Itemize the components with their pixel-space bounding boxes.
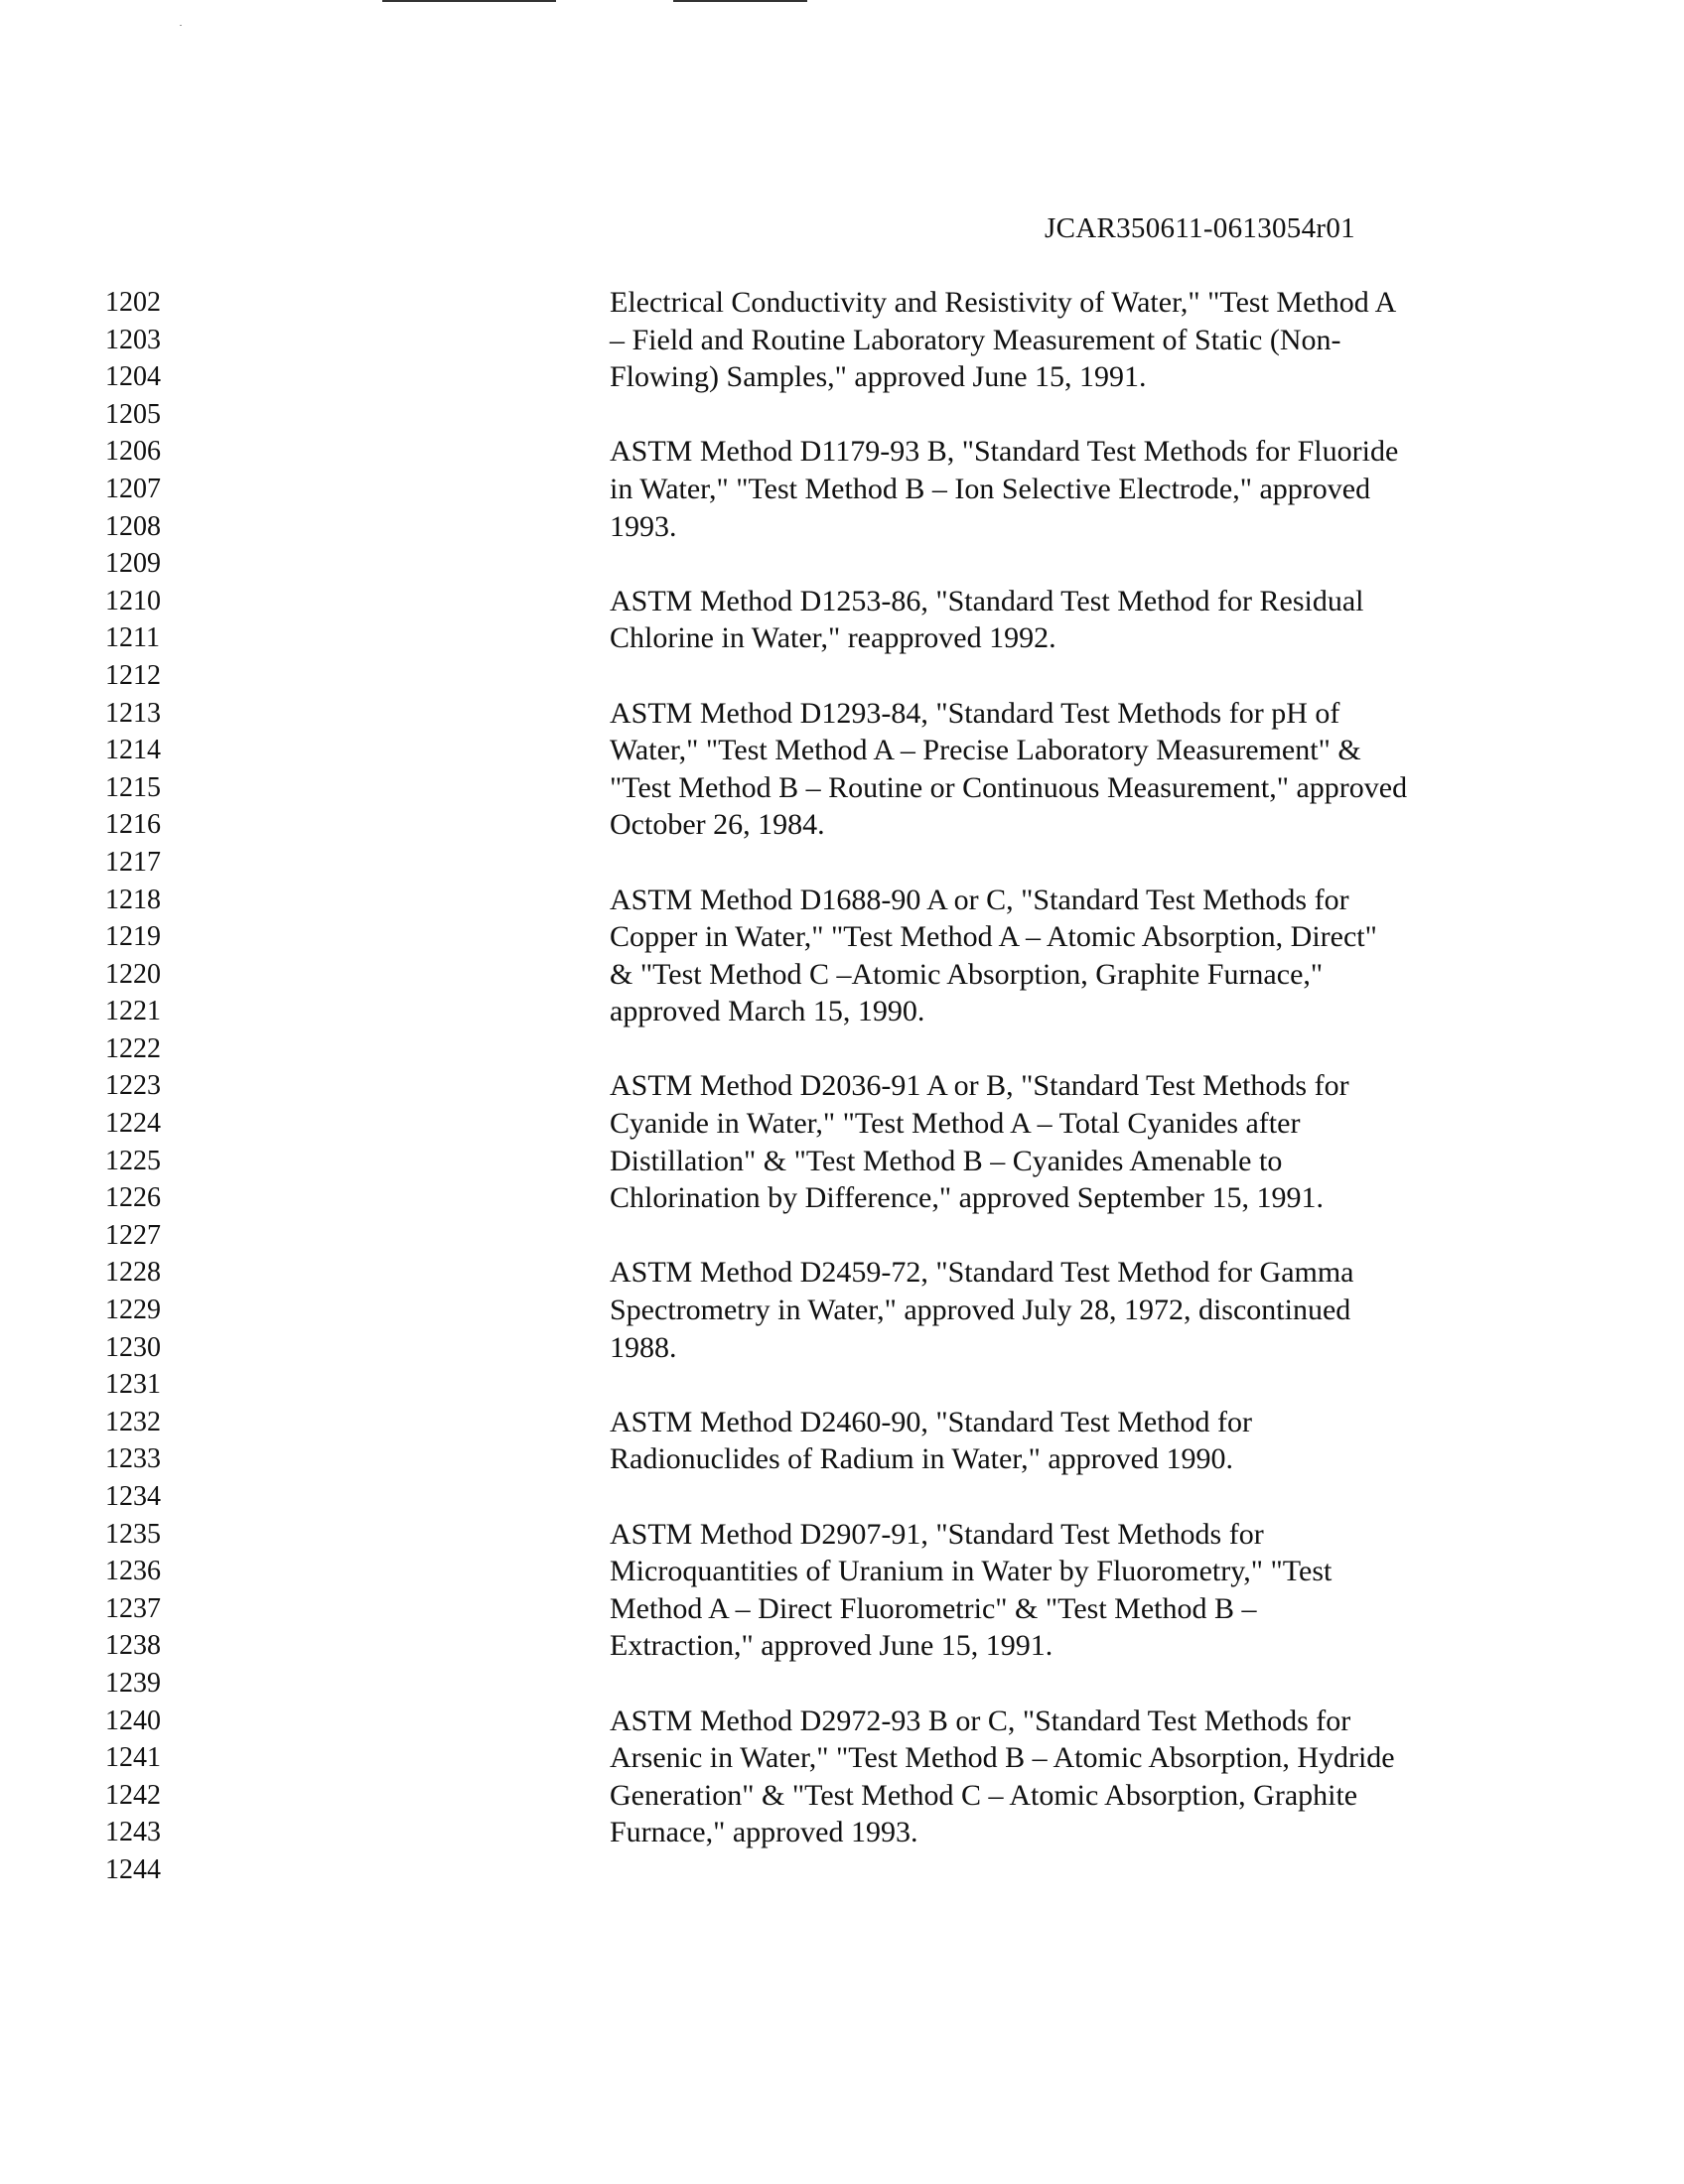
line-number: 1240: [105, 1705, 161, 1736]
line-number: 1223: [105, 1070, 161, 1102]
body-line: ASTM Method D2459-72, "Standard Test Method for Gamma: [610, 1256, 1354, 1290]
line-number: 1232: [105, 1406, 161, 1437]
blank-line: [610, 1665, 1503, 1703]
document-body: [610, 284, 1503, 1889]
body-line: Extraction," approved June 15, 1991.: [610, 1629, 1053, 1663]
line-number: 1204: [105, 361, 161, 393]
top-mark-right: [673, 0, 807, 2]
body-line: "Test Method B – Routine or Continuous Measurement," approved: [610, 770, 1408, 804]
line-number: 1202: [105, 287, 161, 318]
line-number-column: [105, 284, 195, 1889]
line-number: 1225: [105, 1145, 161, 1176]
body-line: ASTM Method D1253-86, "Standard Test Method for Residual: [610, 584, 1364, 617]
body-line: Electrical Conductivity and Resistivity of Water," "Test Method A: [610, 286, 1397, 319]
line-number: 1235: [105, 1518, 161, 1550]
blank-line: [610, 1030, 1503, 1068]
body-line: – Field and Routine Laboratory Measurement of Static (Non-: [610, 323, 1341, 356]
body-line: & "Test Method C –Atomic Absorption, Graphite Furnace,": [610, 957, 1324, 991]
blank-line: [610, 1851, 1503, 1889]
line-number: 1234: [105, 1481, 161, 1512]
line-number: 1233: [105, 1443, 161, 1475]
line-number: 1215: [105, 771, 161, 803]
line-number: 1217: [105, 846, 161, 878]
line-number: 1227: [105, 1219, 161, 1251]
body-line: ASTM Method D2972-93 B or C, "Standard Test Methods for: [610, 1704, 1351, 1737]
body-line: ASTM Method D1293-84, "Standard Test Methods for pH of: [610, 696, 1340, 730]
body-line: Copper in Water," "Test Method A – Atomic Absorption, Direct": [610, 920, 1377, 954]
body-line: Radionuclides of Radium in Water," approved 1990.: [610, 1442, 1233, 1476]
blank-line: [610, 396, 1503, 434]
line-number: 1242: [105, 1779, 161, 1811]
body-line: in Water," "Test Method B – Ion Selective Electrode," approved: [610, 472, 1371, 505]
blank-line: [610, 545, 1503, 583]
line-number: 1207: [105, 473, 161, 504]
line-number: 1209: [105, 548, 161, 580]
blank-line: [610, 657, 1503, 695]
line-number: 1231: [105, 1369, 161, 1401]
blank-line: [610, 1217, 1503, 1255]
line-number: 1222: [105, 1032, 161, 1064]
body-line: Water," "Test Method A – Precise Laboratory Measurement" &: [610, 734, 1361, 767]
line-number: 1228: [105, 1257, 161, 1289]
line-number: 1226: [105, 1182, 161, 1214]
body-line: Generation" & "Test Method C – Atomic Absorption, Graphite: [610, 1778, 1358, 1812]
top-edge-marks: [382, 0, 819, 3]
body-line: Microquantities of Uranium in Water by Fluorometry," "Test: [610, 1555, 1333, 1588]
body-line: ASTM Method D1688-90 A or C, "Standard Test Methods for: [610, 883, 1349, 916]
body-line: Chlorination by Difference," approved September 15, 1991.: [610, 1181, 1325, 1215]
line-number: 1210: [105, 585, 161, 616]
line-number: 1218: [105, 884, 161, 915]
line-number: 1230: [105, 1331, 161, 1363]
line-number: 1213: [105, 697, 161, 729]
line-number: 1238: [105, 1630, 161, 1662]
body-line: Arsenic in Water," "Test Method B – Atomic Absorption, Hydride: [610, 1741, 1395, 1775]
body-line: October 26, 1984.: [610, 808, 825, 842]
blank-line: [610, 1366, 1503, 1404]
line-number: 1219: [105, 921, 161, 953]
line-number: 1206: [105, 436, 161, 468]
body-line: 1988.: [610, 1330, 677, 1364]
line-number: 1224: [105, 1108, 161, 1140]
body-line: 1993.: [610, 509, 677, 543]
line-number: 1244: [105, 1853, 161, 1885]
body-line: approved March 15, 1990.: [610, 995, 925, 1028]
line-number: 1208: [105, 510, 161, 542]
line-number: 1229: [105, 1295, 161, 1326]
line-number: 1220: [105, 958, 161, 990]
body-line: Spectrometry in Water," approved July 28, 1972, discontinued: [610, 1294, 1351, 1327]
body-line: ASTM Method D1179-93 B, "Standard Test Methods for Fluoride: [610, 435, 1399, 469]
body-line: Method A – Direct Fluorometric" & "Test Method B –: [610, 1591, 1257, 1625]
line-number: 1221: [105, 996, 161, 1027]
line-number: 1241: [105, 1742, 161, 1774]
top-mark-left: [382, 0, 556, 2]
line-number: 1211: [105, 622, 160, 654]
line-number: 1237: [105, 1592, 161, 1624]
blank-line: [610, 1478, 1503, 1516]
line-number: 1212: [105, 659, 161, 691]
blank-line: [610, 844, 1503, 882]
body-line: Chlorine in Water," reapproved 1992.: [610, 621, 1056, 655]
body-line: ASTM Method D2036-91 A or B, "Standard Test Methods for: [610, 1069, 1349, 1103]
line-number: 1216: [105, 809, 161, 841]
scan-speck: [180, 25, 182, 26]
body-line: Furnace," approved 1993.: [610, 1816, 918, 1849]
line-number: 1214: [105, 735, 161, 766]
document-id: JCAR350611-0613054r01: [1045, 212, 1355, 244]
body-line: Flowing) Samples," approved June 15, 1991.: [610, 360, 1147, 394]
line-number: 1243: [105, 1817, 161, 1848]
body-line: Distillation" & "Test Method B – Cyanides Amenable to: [610, 1144, 1283, 1177]
body-line: Cyanide in Water," "Test Method A – Total Cyanides after: [610, 1107, 1301, 1141]
line-number: 1239: [105, 1667, 161, 1699]
body-line: ASTM Method D2460-90, "Standard Test Method for: [610, 1405, 1253, 1438]
line-number: 1205: [105, 398, 161, 430]
body-line: ASTM Method D2907-91, "Standard Test Methods for: [610, 1517, 1264, 1551]
line-number: 1236: [105, 1556, 161, 1587]
line-number: 1203: [105, 324, 161, 355]
